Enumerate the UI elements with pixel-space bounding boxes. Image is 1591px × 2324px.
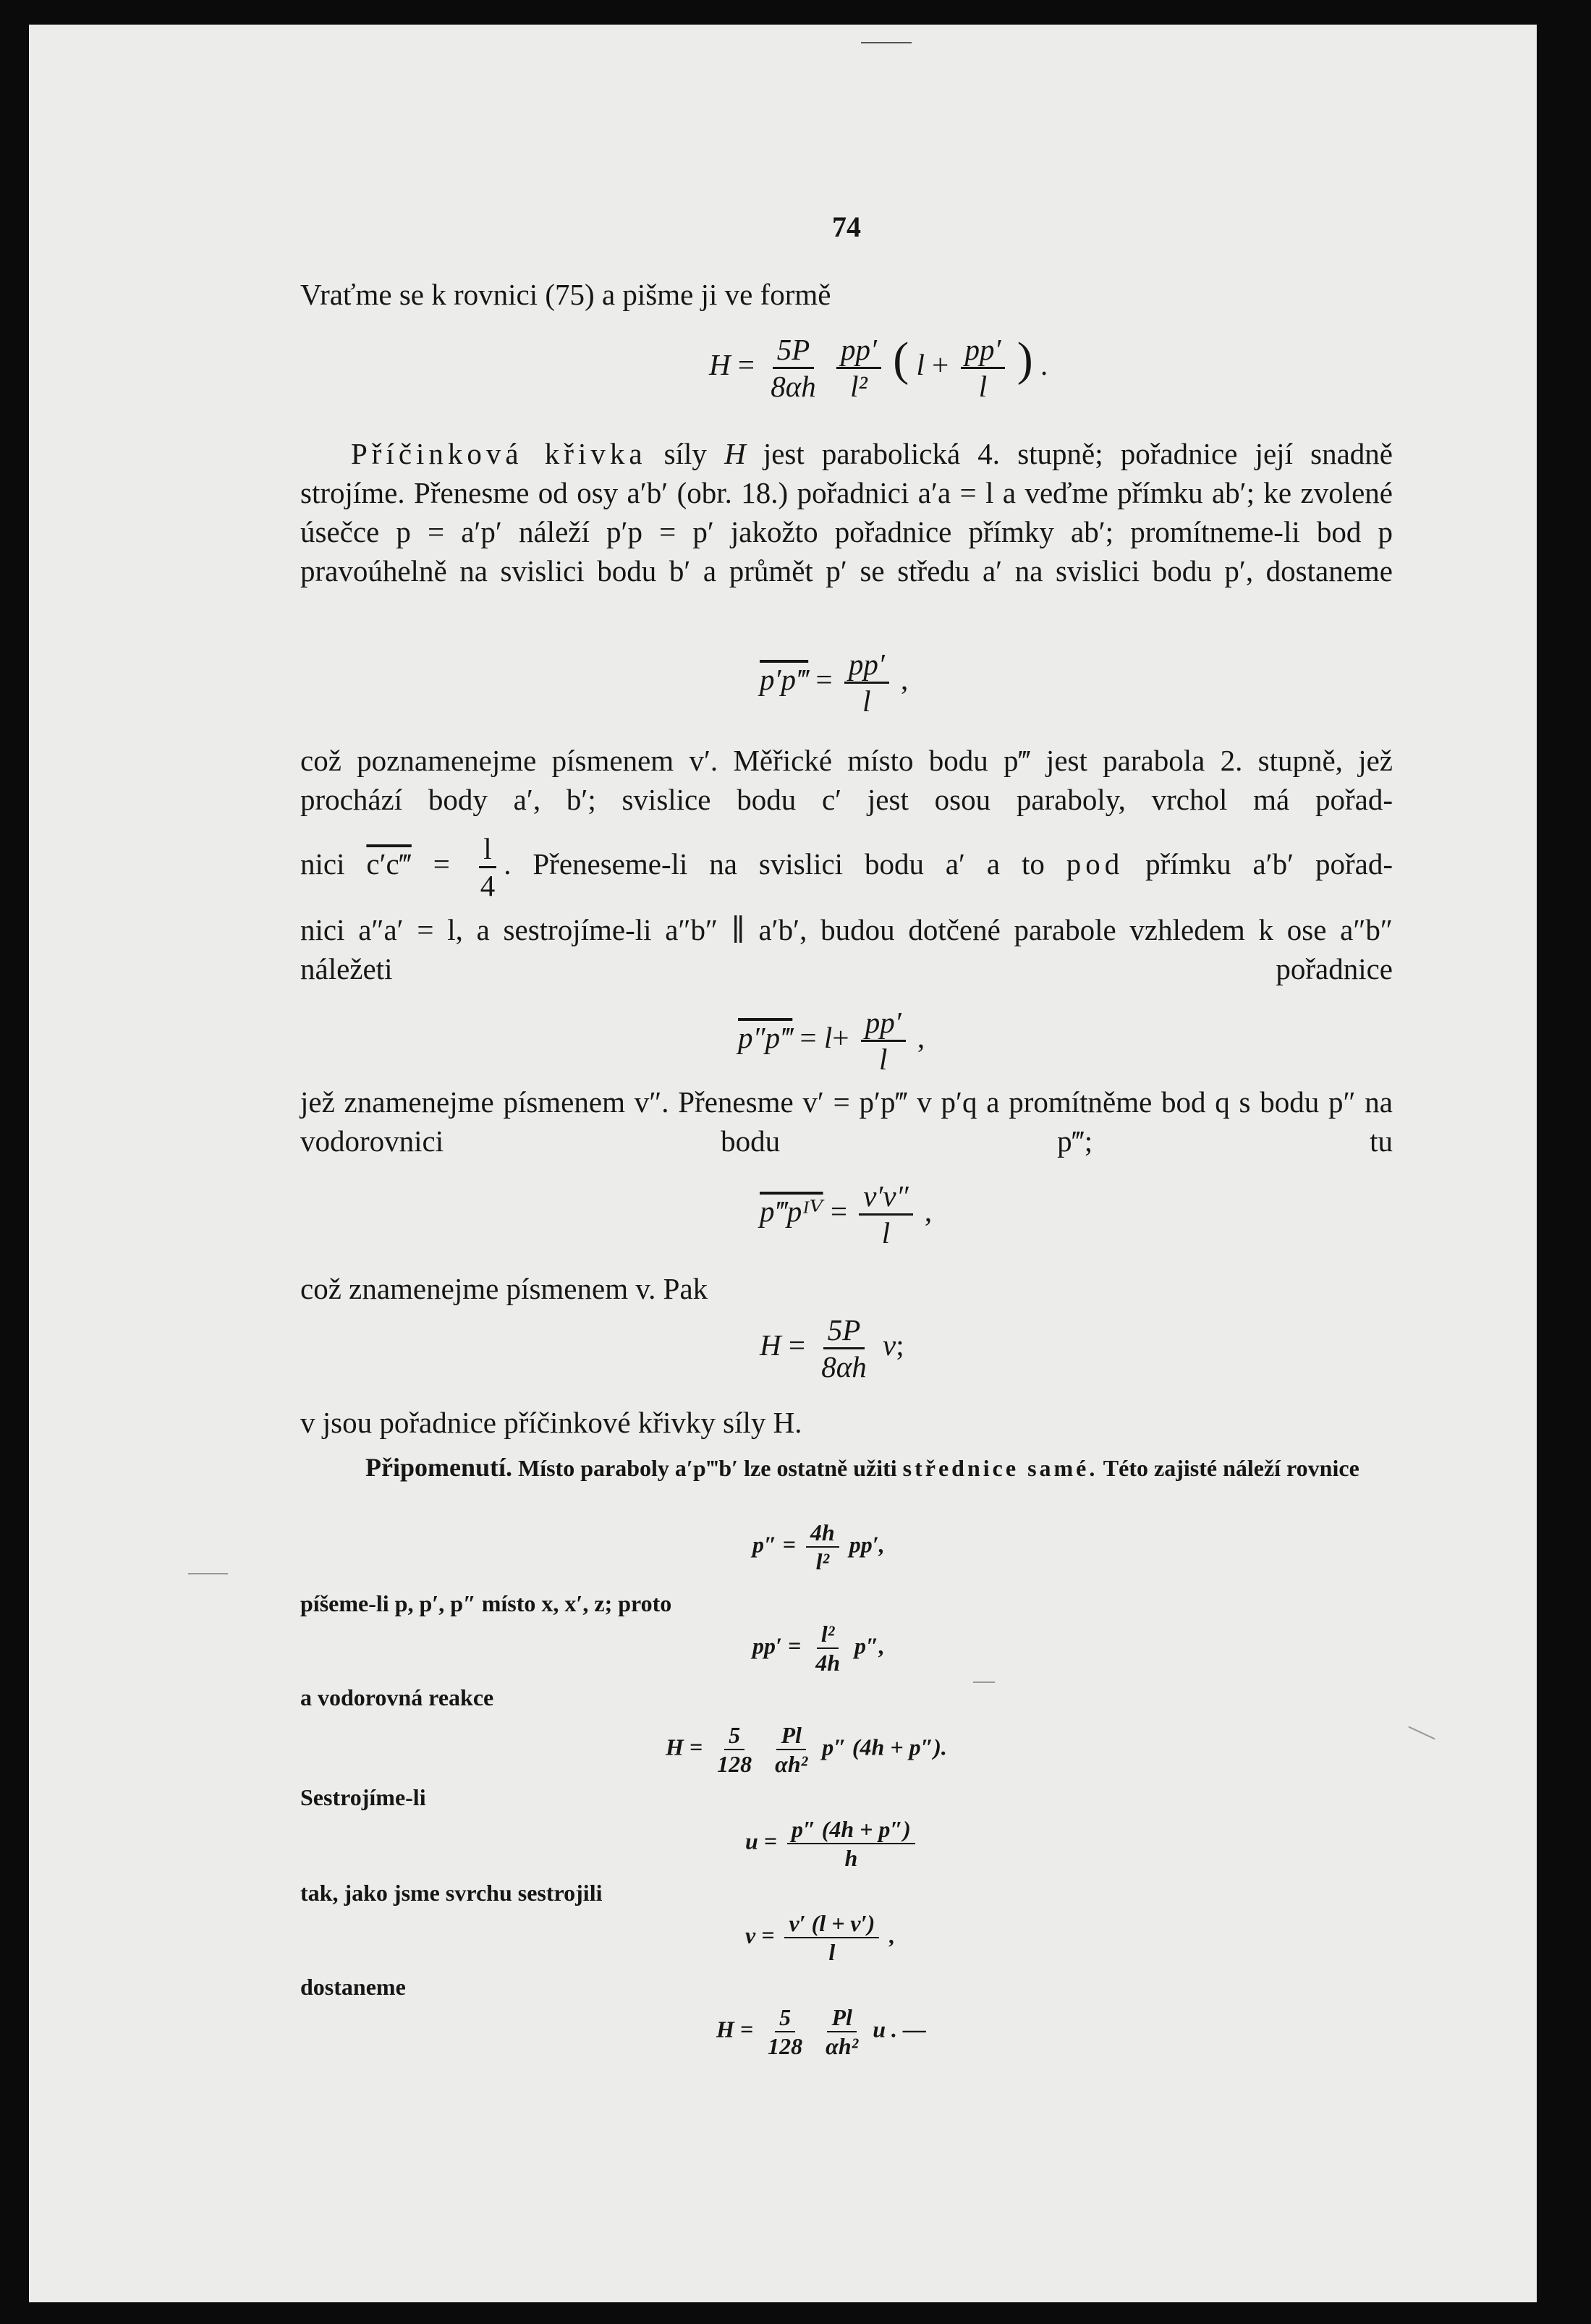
equation-6: p″ = $\frac{4h}{\text{l²}}$ pp′, — [752, 1519, 885, 1574]
eq5-fraction: $\frac{5P}{8\alpha h}$ — [821, 1313, 867, 1383]
equation-4: p‴pᴵⱽ = $\frac{v'v''}{l}$ , — [760, 1179, 933, 1250]
page-number: 74 — [832, 211, 861, 243]
eq7-fraction: $\frac{\text{l²}}{4h}$ — [815, 1621, 841, 1676]
eq1-end: . — [1040, 348, 1048, 381]
equation-1 — [709, 332, 1048, 404]
spaced-term: Příčinková křivka — [351, 437, 647, 470]
equation-11: H = $\frac{5}{128}$ $\frac{Pl}{\text{αh²}}$ u . — — [716, 2004, 927, 2059]
paragraph-ordinates: v jsou pořadnice příčinkové křivky síly H. — [300, 1406, 802, 1439]
equation-9: u = $\frac{p'' (4h + p'')}{h}$ — [745, 1815, 920, 1872]
note-line-3: a vodorovná reakce — [300, 1684, 494, 1710]
scan-mark — [188, 1573, 228, 1574]
eq1-paren-close: ) — [1017, 333, 1033, 386]
scanned-page — [29, 25, 1537, 2302]
eq1-fraction-3: $\frac{pp'}{l}$ — [961, 332, 1006, 404]
eq8-fraction-2: $\frac{Pl}{\text{αh²}}$ — [775, 1722, 808, 1777]
scan-mark — [861, 42, 912, 43]
eq1-l: l — [916, 348, 925, 381]
eq11-fraction-2: $\frac{Pl}{\text{αh²}}$ — [826, 2004, 859, 2059]
paragraph-curve: Příčinková křivka síly H jest parabolická 4. stupně; pořadnice její snadně strojíme. Přenesme od osy a′b′ (obr. 18.) pořadnici a′a = l a veďme přímku ab′; ke zvolené úsečce p = a′p′ náleží p′p = p′ jakožto pořadnice přímky ab′; promítneme-li bod p pravoúhelně na svislici bodu b′ a průmět p′ se středu a′ na svislici bodu p′, dostaneme — [300, 437, 1393, 588]
equation-10: v = $\frac{v' (l + v')}{l}$ , — [745, 1910, 896, 1965]
note-line-4: Sestrojíme-li — [300, 1784, 426, 1810]
eq8-fraction-1: $\frac{5}{128}$ — [717, 1722, 752, 1777]
note-line-5: tak, jako jsme svrchu sestrojili — [300, 1880, 603, 1906]
eq1-plus: + — [932, 348, 949, 381]
eq9-fraction: $\frac{p'' (4h + p'')}{h}$ — [787, 1815, 915, 1872]
p4-fraction: $\frac{l}{4}$ — [480, 832, 496, 902]
scan-mark — [973, 1681, 995, 1683]
eq11-fraction-1: $\frac{5}{128}$ — [768, 2004, 803, 2059]
eq1-eq: = — [737, 348, 755, 381]
eq3-fraction: $\frac{pp'}{l}$ — [861, 1005, 906, 1077]
eq1-fraction-2: $\frac{pp'}{\text{l²}}$ — [836, 332, 881, 404]
note-line-2: píšeme-li p, p′, p″ místo x, x′, z; proto — [300, 1590, 672, 1616]
equation-5: H = $\frac{5P}{8\alpha h}$ v; — [760, 1313, 904, 1383]
eq1-lhs: H — [709, 348, 731, 381]
scan-mark — [1408, 1726, 1435, 1740]
eq2-fraction: $\frac{pp'}{l}$ — [844, 647, 889, 718]
note-paragraph: Připomenutí. Místo paraboly a′p‴b′ lze ostatně užiti střednice samé. Této zajisté náleží rovnice — [365, 1453, 1359, 1482]
eq1-paren-open: ( — [893, 333, 909, 386]
paragraph-transfer: jež znamenejme písmenem v″. Přenesme v′ = p′p‴ v p′q a promítněme bod q s bodu p″ na vodorovnici bodu p‴; tu — [300, 1085, 1393, 1158]
paragraph-parabola: což poznamenejme písmenem v′. Měřické místo bodu p‴ jest parabola 2. stupně, jež prochází body a′, b′; svislice bodu c′ jest osou paraboly, vrchol má pořad- — [300, 744, 1393, 816]
equation-3: p″p‴ = l+ $\frac{pp'}{l}$ , — [738, 1006, 925, 1076]
equation-7: pp′ = $\frac{\text{l²}}{4h}$ p″, — [752, 1621, 885, 1676]
eq1-fraction-1: $\frac{5P}{8\alpha h}$ — [771, 333, 816, 404]
equation-2: p′p‴ = $\frac{pp'}{l}$ , — [760, 648, 909, 718]
eq10-fraction: $\frac{v' (l + v')}{l}$ — [784, 1909, 879, 1966]
eq6-fraction: $\frac{4h}{\text{l²}}$ — [806, 1519, 839, 1575]
eq4-fraction: $\frac{v'v''}{l}$ — [859, 1179, 912, 1250]
note-line-6: dostaneme — [300, 1974, 406, 2000]
paragraph-tangent: nici a″a′ = l, a sestrojíme-li a″b″ ∥ a′b′, budou dotčené parabole vzhledem k ose a″b″ náležeti pořadnice — [300, 913, 1393, 985]
paragraph-vertex: nici c′c‴ = $\frac{l}{4}$ . Přeneseme-li na svislici bodu a′ a to pod přímku a′b′ pořad- — [300, 832, 1393, 902]
paragraph-intro: Vraťme se k rovnici (75) a pišme ji ve formě — [300, 278, 831, 311]
paragraph-pak: což znamenejme písmenem v. Pak — [300, 1272, 708, 1305]
note-heading: Připomenutí. — [365, 1453, 512, 1482]
equation-8: H = $\frac{5}{128}$ $\frac{Pl}{\text{αh²}}$ p″ (4h + p″). — [666, 1722, 947, 1777]
